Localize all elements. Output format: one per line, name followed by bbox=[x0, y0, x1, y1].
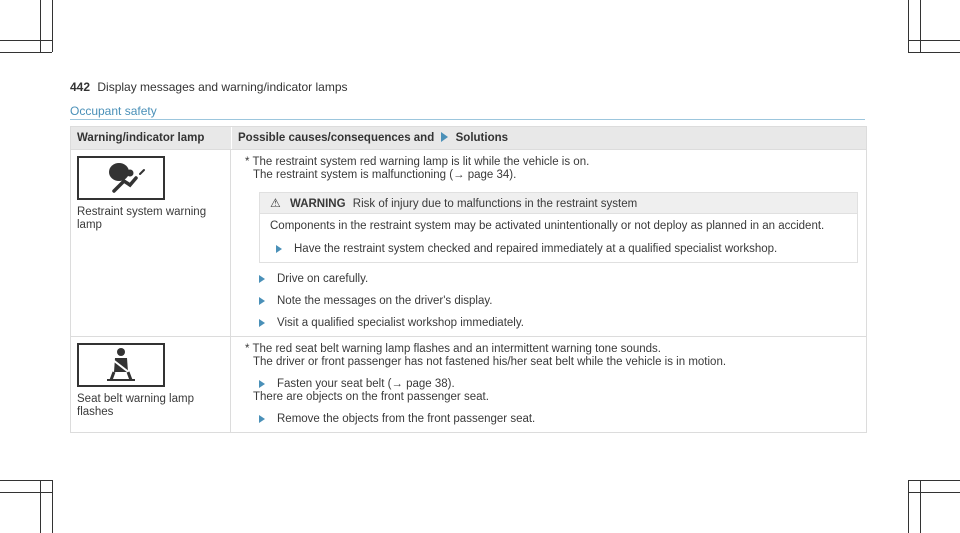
play-arrow-icon bbox=[259, 319, 265, 327]
play-arrow-icon bbox=[259, 275, 265, 283]
play-arrow-icon bbox=[441, 132, 448, 142]
lamp-table bbox=[70, 126, 867, 433]
crop-mark bbox=[908, 40, 960, 41]
section-title: Occupant safety bbox=[70, 104, 157, 118]
col-header-lamp: Warning/indicator lamp bbox=[77, 132, 205, 144]
play-arrow-icon bbox=[276, 245, 282, 253]
solution-step bbox=[259, 295, 858, 308]
warning-step-text: Have the restraint system checked and repaired immediately at a qualified specialist workshop. bbox=[294, 243, 778, 255]
section-divider bbox=[70, 119, 865, 120]
crop-mark bbox=[908, 480, 909, 533]
lamp-cell bbox=[71, 337, 231, 432]
solution-step-text: Fasten your seat belt (→ page 38). bbox=[277, 378, 455, 390]
play-arrow-icon bbox=[259, 415, 265, 423]
seat-belt-icon bbox=[77, 343, 165, 387]
play-arrow-icon bbox=[259, 297, 265, 305]
warning-triangle-icon: ⚠ bbox=[270, 196, 281, 210]
warning-box bbox=[259, 192, 858, 263]
warning-body-text: Components in the restraint system may be activated unintentionally or not deploy as planned in an accident. bbox=[270, 220, 825, 232]
play-arrow-icon bbox=[259, 380, 265, 388]
lamp-cell bbox=[71, 150, 231, 336]
warning-text: Risk of injury due to malfunctions in the restraint system bbox=[352, 198, 638, 210]
solution-step-text: Visit a qualified specialist workshop immediately. bbox=[277, 317, 524, 329]
crop-mark bbox=[0, 40, 52, 41]
col-header-causes bbox=[231, 127, 866, 149]
solution-step-text: Remove the objects from the front passenger seat. bbox=[277, 413, 536, 425]
page-number: 442 bbox=[70, 80, 91, 94]
solution-step-text: Drive on carefully. bbox=[277, 273, 369, 285]
causes-cell bbox=[231, 150, 866, 336]
crop-mark bbox=[52, 480, 53, 533]
solution-step bbox=[259, 378, 858, 391]
page-title: Display messages and warning/indicator lamps bbox=[97, 80, 348, 94]
causes-cell bbox=[231, 337, 866, 432]
restraint-system-icon bbox=[77, 156, 165, 200]
crop-mark bbox=[908, 480, 960, 481]
crop-mark bbox=[40, 480, 41, 533]
col-header-causes-text: Possible causes/consequences and bbox=[238, 132, 435, 144]
crop-mark bbox=[920, 0, 921, 52]
cause-text: The restraint system is malfunctioning (→ page 34). bbox=[253, 169, 517, 181]
crop-mark bbox=[0, 492, 52, 493]
crop-mark bbox=[40, 0, 41, 52]
cause-text: There are objects on the front passenger seat. bbox=[253, 391, 489, 403]
lamp-label: Restraint system warning lamp bbox=[77, 206, 207, 231]
crop-mark bbox=[908, 0, 909, 52]
cause-text: The driver or front passenger has not fastened his/her seat belt while the vehicle is in motion. bbox=[253, 356, 727, 368]
crop-mark bbox=[0, 52, 52, 53]
solution-step-text: Note the messages on the driver's display. bbox=[277, 295, 493, 307]
crop-mark bbox=[908, 492, 960, 493]
table-row bbox=[71, 336, 866, 432]
crop-mark bbox=[0, 480, 52, 481]
crop-mark bbox=[920, 480, 921, 533]
page-header bbox=[70, 80, 348, 94]
cause-text: * The restraint system red warning lamp is lit while the vehicle is on. bbox=[245, 156, 590, 168]
solution-step bbox=[259, 273, 858, 286]
warning-label: WARNING bbox=[289, 198, 346, 210]
lamp-label: Seat belt warning lamp flashes bbox=[77, 393, 194, 418]
cause-text: * The red seat belt warning lamp flashes and an intermittent warning tone sounds. bbox=[245, 343, 661, 355]
col-header-solutions: Solutions bbox=[455, 132, 509, 144]
solution-step bbox=[259, 413, 858, 426]
crop-mark bbox=[52, 0, 53, 52]
table-header bbox=[71, 127, 866, 149]
warning-header bbox=[260, 193, 857, 213]
warning-step bbox=[276, 243, 847, 256]
table-row bbox=[71, 149, 866, 336]
crop-mark bbox=[908, 52, 960, 53]
solution-step bbox=[259, 317, 858, 330]
warning-body bbox=[260, 213, 857, 262]
